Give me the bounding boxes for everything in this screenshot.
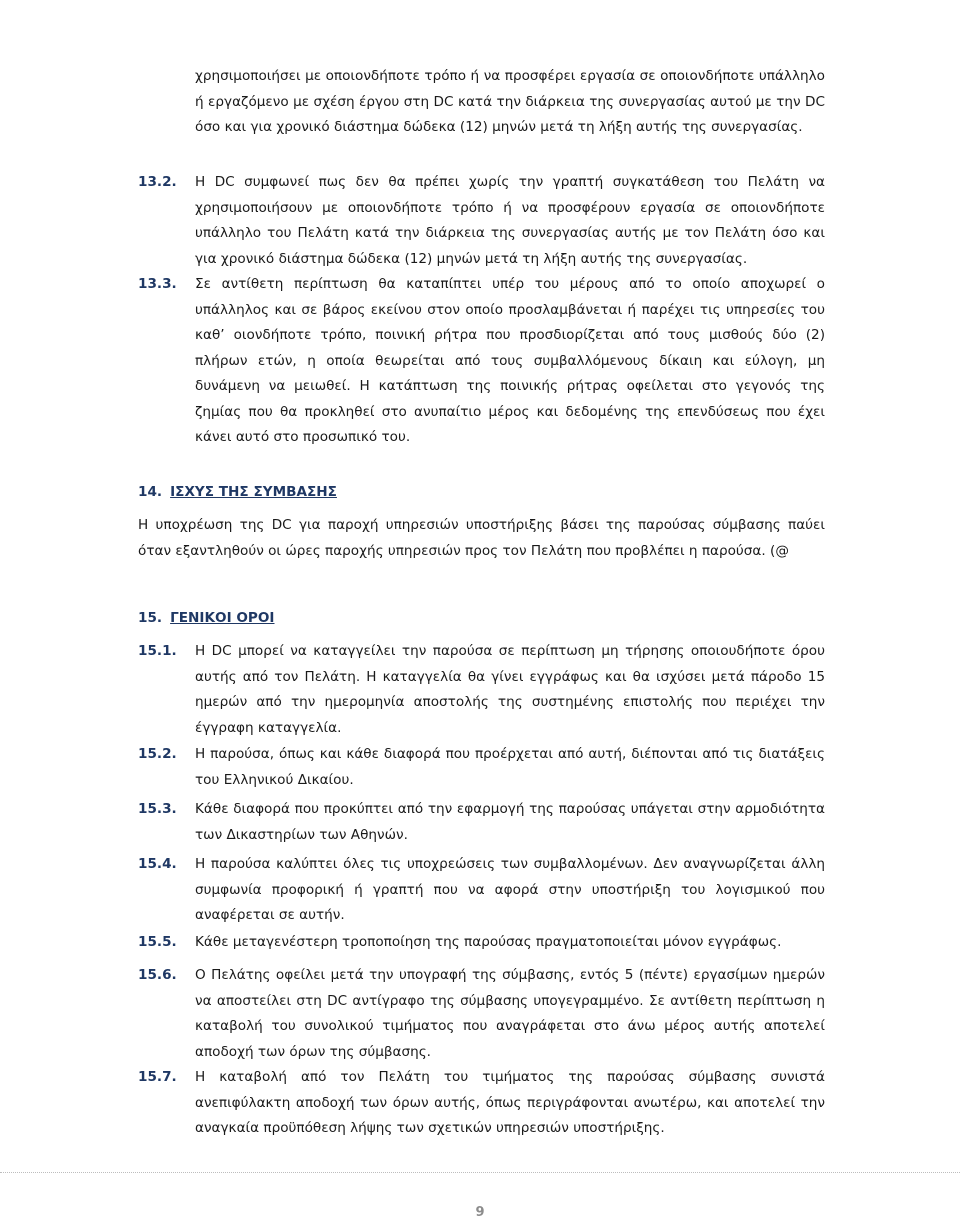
clause-number-15-3: 15.3. (138, 801, 177, 817)
section-heading-14 (138, 480, 337, 506)
footer-divider (0, 1172, 960, 1173)
clause-text-15-4: Η παρούσα καλύπτει όλες τις υποχρεώσεις των συμβαλλομένων. Δεν αναγνωρίζεται άλλη συμφωνία προφορική ή γραπτή που να αφορά στην υποστήριξη του λογισμικού που αναφέρεται σε αυτήν. (195, 856, 825, 923)
clause-number-15-1: 15.1. (138, 643, 177, 659)
section-text-14: Η υποχρέωση της DC για παροχή υπηρεσιών υποστήριξης βάσει της παρούσας σύμβασης παύει όταν εξαντληθούν οι ώρες παροχής υπηρεσιών προς τον Πελάτη που προβλέπει η παρούσα. (@ (138, 517, 825, 559)
clause-text-13-2: Η DC συμφωνεί πως δεν θα πρέπει χωρίς την γραπτή συγκατάθεση του Πελάτη να χρησιμοποιήσουν με οποιονδήποτε τρόπο ή να προσφέρουν εργασία σε οποιονδήποτε υπάλληλο του Πελάτη κατά την διάρκεια της συνεργασίας αυτής με τον Πελάτη όσο και για χρονικό διάστημα δώδεκα (12) μηνών μετά τη λήξη αυτής της συνεργασίας. (195, 174, 825, 267)
clause-number-15-4: 15.4. (138, 856, 177, 872)
section-title-14: ΙΣΧΥΣ ΤΗΣ ΣΥΜΒΑΣΗΣ (170, 484, 337, 500)
section-heading-15 (138, 606, 275, 632)
clause-text-15-2: Η παρούσα, όπως και κάθε διαφορά που προέρχεται από αυτή, διέπονται από τις διατάξεις του Ελληνικού Δικαίου. (195, 746, 825, 788)
clause-text-15-5: Κάθε μεταγενέστερη τροποποίηση της παρούσας πραγματοποιείται μόνον εγγράφως. (195, 934, 782, 950)
section-number-14: 14. (138, 484, 163, 500)
clause-number-15-5: 15.5. (138, 934, 177, 950)
clause-text-13-3: Σε αντίθετη περίπτωση θα καταπίπτει υπέρ του μέρους από το οποίο αποχωρεί ο υπάλληλος και σε βάρος εκείνου στον οποίο προσλαμβάνεται ή παρέχει τις υπηρεσίες του καθ’ οιονδήποτε τρόπο, ποινική ρήτρα που προσδιορίζεται από τους μισθούς δύο (2) πλήρων ετών, η οποία θεωρείται από τους συμβαλλόμενους δίκαιη και εύλογη, μη δυνάμενη να μειωθεί. Η κατάπτωση της ποινικής ρήτρας οφείλεται στο γεγονός της ζημίας που θα προκληθεί στο ανυπαίτιο μέρος και δεδομένης της επενδύσεως που έχει κάνει αυτό στο προσωπικό του. (195, 276, 825, 445)
clause-number-13-3: 13.3. (138, 276, 177, 292)
clause-text-15-7: Η καταβολή από τον Πελάτη του τιμήματος της παρούσας σύμβασης συνιστά ανεπιφύλακτη αποδοχή των όρων αυτής, όπως περιγράφονται ανωτέρω, και αποτελεί την αναγκαία προϋπόθεση λήψης των σχετικών υπηρεσιών υποστήριξης. (195, 1069, 825, 1136)
clause-number-13-2: 13.2. (138, 174, 177, 190)
clause-13-1-continuation: χρησιμοποιήσει με οποιονδήποτε τρόπο ή να προσφέρει εργασία σε οποιονδήποτε υπάλληλο ή εργαζόμενο με σχέση έργου στη DC κατά την διάρκεια της συνεργασίας αυτού με την DC όσο και για χρονικό διάστημα δώδεκα (12) μηνών μετά τη λήξη αυτής της συνεργασίας. (195, 68, 825, 135)
clause-number-15-7: 15.7. (138, 1069, 177, 1085)
clause-text-15-6: Ο Πελάτης οφείλει μετά την υπογραφή της σύμβασης, εντός 5 (πέντε) εργασίμων ημερών να αποστείλει στη DC αντίγραφο της σύμβασης υπογεγραμμένο. Σε αντίθετη περίπτωση η καταβολή του συνολικού τιμήματος που αναγράφεται στο άνω μέρος αυτής αποτελεί αποδοχή των όρων της σύμβασης. (195, 967, 825, 1060)
clause-text-15-1: Η DC μπορεί να καταγγείλει την παρούσα σε περίπτωση μη τήρησης οποιουδήποτε όρου αυτής από τον Πελάτη. Η καταγγελία θα γίνει εγγράφως και θα ισχύσει μετά πάροδο 15 ημερών από την ημερομηνία αποστολής της συστημένης επιστολής που περιέχει την έγγραφη καταγγελία. (195, 643, 825, 736)
clause-text-15-3: Κάθε διαφορά που προκύπτει από την εφαρμογή της παρούσας υπάγεται στην αρμοδιότητα των Δικαστηρίων των Αθηνών. (195, 801, 825, 843)
section-title-15: ΓΕΝΙΚΟΙ ΟΡΟΙ (170, 610, 275, 626)
clause-number-15-6: 15.6. (138, 967, 177, 983)
clause-number-15-2: 15.2. (138, 746, 177, 762)
section-number-15: 15. (138, 610, 163, 626)
page-number: 9 (475, 1205, 485, 1220)
